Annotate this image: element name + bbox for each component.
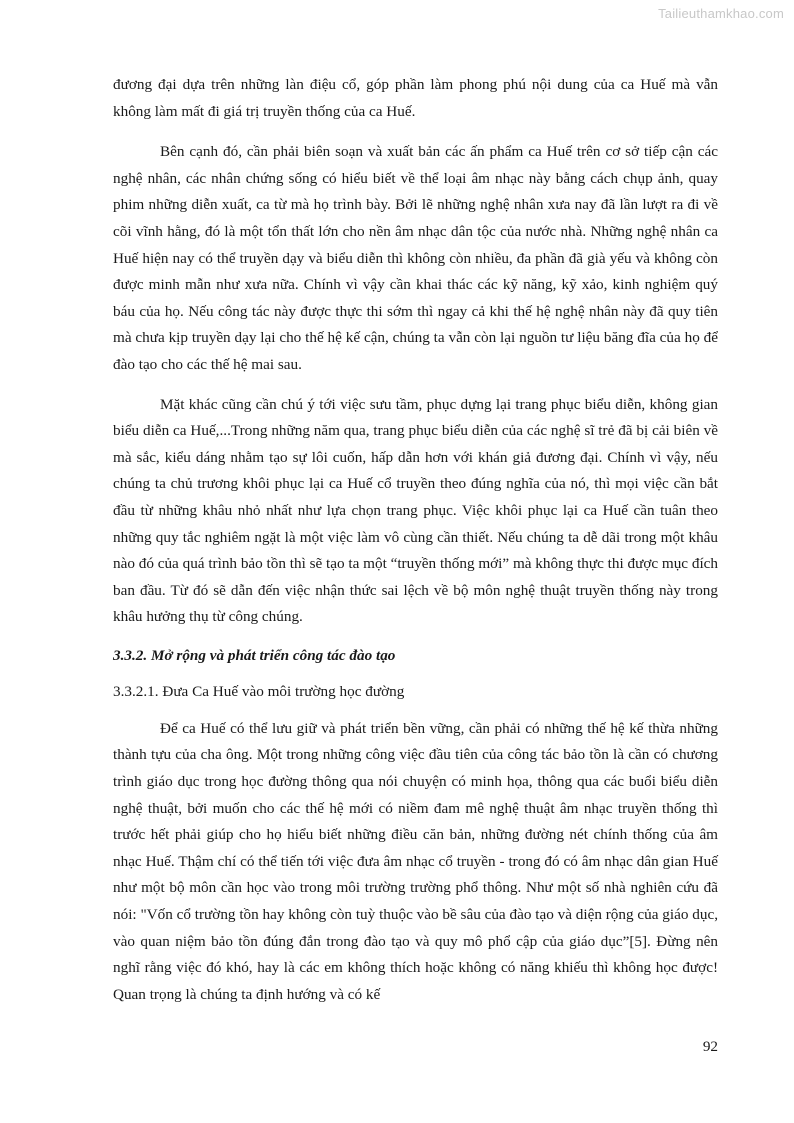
page-body — [113, 72, 718, 1021]
watermark: Tailieuthamkhao.com — [658, 6, 784, 21]
section-heading: 3.3.2. Mở rộng và phát triển công tác đào tạo — [113, 646, 396, 664]
paragraph-continuation: đương đại dựa trên những làn điệu cổ, góp phần làm phong phú nội dung của ca Huế mà vẫn không làm mất đi giá trị truyền thống của ca Huế. — [113, 76, 718, 120]
page-number: 92 — [702, 1038, 718, 1055]
paragraph-publications: Bên cạnh đó, cần phải biên soạn và xuất bản các ấn phẩm ca Huế trên cơ sở tiếp cận các nghệ nhân, các nhân chứng sống có hiểu biết về thể loại âm nhạc này bằng cách chụp ảnh, quay phim những diễn xuất, ca từ mà họ trình bày. Bởi lẽ những nghệ nhân xưa nay đã lần lượt ra đi về cõi vĩnh hằng, đó là một tổn thất lớn cho nền âm nhạc dân tộc của nước nhà. Những nghệ nhân ca Huế hiện nay có thể truyền dạy và biểu diễn thì không còn nhiều, đa phần đã già yếu và không còn được minh mẫn như xưa nữa. Chính vì vậy cần khai thác các kỹ năng, kỹ xảo, kinh nghiệm quý báu của họ. Nếu công tác này được thực thi sớm thì ngay cả khi thế hệ nghệ nhân này đã quy tiên mà chưa kịp truyền dạy lại cho thế hệ kế cận, chúng ta vẫn còn lại nguồn tư liệu băng đĩa của họ để đào tạo cho các thế hệ mai sau. — [113, 143, 718, 373]
paragraph-education: Để ca Huế có thể lưu giữ và phát triển bền vững, cần phải có những thế hệ kế thừa những thành tựu của cha ông. Một trong những công việc đầu tiên của công tác bảo tồn là cần có chương trình giáo dục trong học đường thông qua nói chuyện có minh họa, thông qua các buổi biểu diễn nghệ thuật, bởi muốn cho các thế hệ mới có niềm đam mê nghệ thuật âm nhạc truyền thống thì trước hết phải giúp cho họ hiểu biết những điều căn bản, những đường nét chính thống của âm nhạc Huế. Thậm chí có thể tiến tới việc đưa âm nhạc cổ truyền - trong đó có âm nhạc dân gian Huế như một bộ môn cần học vào trong môi trường trường phổ thông. Như một số nhà nghiên cứu đã nói: "Vốn cổ trường tồn hay không còn tuỳ thuộc vào bề sâu của đào tạo và diện rộng của giáo dục, vào quan niệm bảo tồn đúng đắn trong đào tạo và quy mô phổ cập của giáo dục”[5]. Đừng nên nghĩ rằng việc đó khó, hay là các em không thích hoặc không có năng khiếu thì không học được! Quan trọng là chúng ta định hướng và có kế — [113, 719, 718, 1003]
paragraph-costumes: Mặt khác cũng cần chú ý tới việc sưu tầm, phục dựng lại trang phục biểu diễn, không gian biểu diễn ca Huế,...Trong những năm qua, trang phục biểu diễn của các nghệ sĩ trẻ đã bị cải biên về mà sắc, kiểu dáng nhằm tạo sự lôi cuốn, hấp dẫn hơn với khán giả đương đại. Chính vì vậy, nếu chúng ta chủ trương khôi phục lại ca Huế cổ truyền theo đúng nghĩa của nó, thì mọi việc cần bắt đầu từ những khâu nhỏ nhất như lựa chọn trang phục. Việc khôi phục lại ca Huế cần tuân theo những quy tắc nghiêm ngặt là một việc làm vô cùng cần thiết. Nếu chúng ta dễ dãi trong một khâu nào đó của quá trình bảo tồn thì sẽ tạo ta một “truyền thống mới” mà không thực thi được mục đích ban đầu. Từ đó sẽ dẫn đến việc nhận thức sai lệch về bộ môn nghệ thuật truyền thống này trong khâu hưởng thụ từ công chúng. — [113, 395, 718, 626]
subsection-heading: 3.3.2.1. Đưa Ca Huế vào môi trường học đường — [113, 682, 405, 700]
